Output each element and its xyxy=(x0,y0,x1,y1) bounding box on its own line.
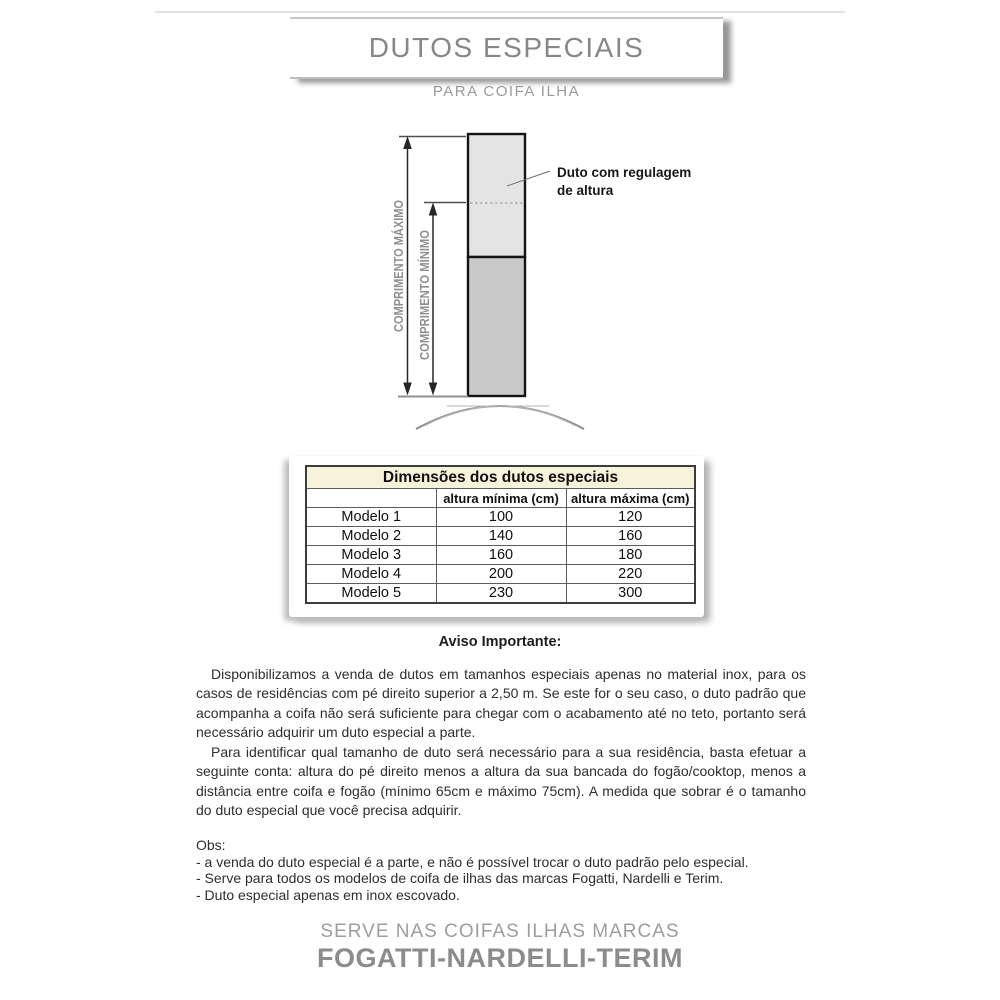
min-length-label: COMPRIMENTO MÍNIMO xyxy=(417,209,432,360)
hood-arc xyxy=(416,406,584,429)
min-height-cell: 140 xyxy=(436,527,566,546)
duct-annotation-line1: Duto com regulagem xyxy=(557,165,692,180)
column-header-blank xyxy=(306,489,436,508)
footer-brand-names: FOGATTI-NARDELLI-TERIM xyxy=(317,943,683,973)
table-row xyxy=(306,527,695,546)
table-row xyxy=(306,565,695,584)
table-row xyxy=(306,546,695,565)
obs-item: - a venda do duto especial é a parte, e não é possível trocar o duto padrão pelo especial. xyxy=(196,853,749,870)
page-subtitle: PARA COIFA ILHA xyxy=(432,83,581,100)
duct-upper-section xyxy=(468,134,525,257)
table-row xyxy=(306,584,695,604)
notice-heading: Aviso Importante: xyxy=(438,634,562,650)
table-title: Dimensões dos dutos especiais xyxy=(306,466,695,489)
min-height-cell: 230 xyxy=(436,584,566,604)
obs-item: - Serve para todos os modelos de coifa de ilhas das marcas Fogatti, Nardelli e Terim. xyxy=(196,870,724,886)
max-height-cell: 300 xyxy=(566,584,695,604)
max-height-cell: 180 xyxy=(566,546,695,565)
max-height-cell: 220 xyxy=(566,565,695,584)
model-cell: Modelo 3 xyxy=(306,546,436,565)
duct-diagram xyxy=(370,120,710,445)
duct-annotation-line2: de altura xyxy=(557,183,614,198)
page-title: DUTOS ESPECIAIS xyxy=(368,32,645,63)
notice-paragraph-2: Para identificar qual tamanho de duto será necessário para a sua residência, basta efetuar a seguinte conta: altura do pé direito menos a altura da sua bancada do fogão/cooktop, menos a distância entre coifa e fogão (mínimo 65cm e máximo 75cm). A medida que sobrar é o tamanho do duto especial que você precisa adquirir. xyxy=(196,744,806,818)
max-length-label: COMPRIMENTO MÁXIMO xyxy=(391,176,406,332)
min-height-cell: 200 xyxy=(436,565,566,584)
min-height-cell: 100 xyxy=(436,508,566,527)
dimensions-table-card xyxy=(289,456,704,617)
dimensions-table xyxy=(305,465,696,604)
max-height-cell: 160 xyxy=(566,527,695,546)
min-height-cell: 160 xyxy=(436,546,566,565)
column-header-max: altura máxima (cm) xyxy=(566,489,695,508)
column-header-min: altura mínima (cm) xyxy=(436,489,566,508)
obs-section xyxy=(196,837,806,903)
footer-compatibility-line: SERVE NAS COIFAS ILHAS MARCAS xyxy=(320,921,680,942)
obs-heading: Obs: xyxy=(196,837,226,853)
max-height-cell: 120 xyxy=(566,508,695,527)
model-cell: Modelo 4 xyxy=(306,565,436,584)
title-banner xyxy=(290,17,723,79)
obs-item: - Duto especial apenas em inox escovado. xyxy=(196,886,460,903)
table-row xyxy=(306,508,695,527)
table-title-row xyxy=(306,466,695,489)
model-cell: Modelo 5 xyxy=(306,584,436,604)
top-divider xyxy=(155,11,845,13)
notice-paragraph-1: Disponibilizamos a venda de dutos em tamanhos especiais apenas no material inox, para os casos de residências com pé direito superior a 2,50 m. Se este for o seu caso, o duto padrão que acompanha a coifa não será suficiente para chegar com o acabamento até no teto, portanto será necessário adquirir um duto especial a parte. xyxy=(196,666,806,740)
table-header-row xyxy=(306,489,695,508)
model-cell: Modelo 1 xyxy=(306,508,436,527)
duct-lower-section xyxy=(468,257,525,396)
model-cell: Modelo 2 xyxy=(306,527,436,546)
